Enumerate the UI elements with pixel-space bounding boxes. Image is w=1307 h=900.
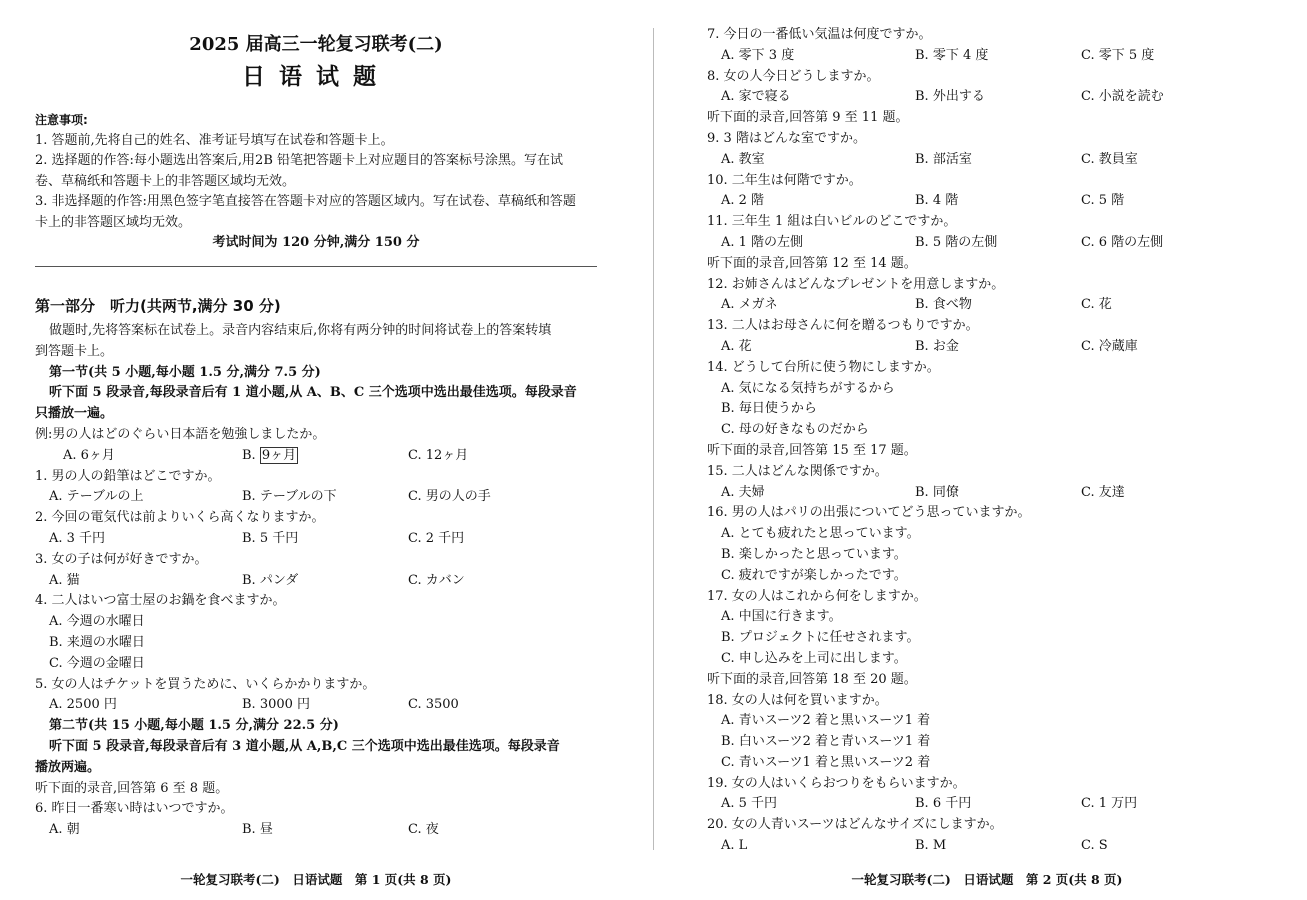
option-a: A. 2500 円 bbox=[49, 697, 117, 713]
part1-title: 第一部分 听力(共两节,满分 30 分) bbox=[35, 297, 281, 315]
part1-intro: 到答题卡上。 bbox=[35, 343, 114, 359]
page-1 bbox=[35, 0, 597, 900]
option-a: A. 花 bbox=[721, 338, 752, 354]
option-b: B. パンダ bbox=[242, 572, 299, 588]
question: 5. 女の人はチケットを買うために、いくらかかりますか。 bbox=[35, 676, 376, 692]
exam-subtitle: 日语试题 bbox=[242, 64, 390, 90]
listen-instruction: 听下面的录音,回答第 18 至 20 题。 bbox=[707, 671, 917, 687]
question: 11. 三年生 1 組は白いビルのどこですか。 bbox=[707, 214, 957, 230]
option-c: C. 疲れですが楽しかったです。 bbox=[721, 567, 907, 583]
question-options bbox=[35, 571, 597, 592]
section1-title: 第一节(共 5 小题,每小题 1.5 分,满分 7.5 分) bbox=[49, 364, 321, 380]
page-2 bbox=[707, 0, 1267, 900]
option-b: B. 同僚 bbox=[915, 484, 959, 500]
option-b: B. 外出する bbox=[915, 89, 985, 105]
option-b: B. 食べ物 bbox=[915, 297, 972, 313]
option-a: A. 猫 bbox=[49, 572, 80, 588]
listen-instruction: 听下面的录音,回答第 12 至 14 题。 bbox=[707, 255, 917, 271]
section2-instruction: 听下面 5 段录音,每段录音后有 3 道小题,从 A,B,C 三个选项中选出最佳选项。每段录音 bbox=[49, 738, 560, 754]
option-a: A. 2 階 bbox=[721, 193, 765, 209]
option-a: A. 5 千円 bbox=[721, 796, 778, 812]
option-c: C. 零下 5 度 bbox=[1081, 47, 1155, 63]
page-footer: 一轮复习联考(二) 日语试题 第 2 页(共 8 页) bbox=[851, 872, 1123, 887]
section1-instruction: 只播放一遍。 bbox=[35, 406, 114, 422]
option-c: C. 小説を読む bbox=[1081, 89, 1164, 105]
option-a: A. 3 千円 bbox=[49, 530, 106, 546]
question: 6. 昨日一番寒い時はいつですか。 bbox=[35, 801, 234, 817]
option-c: C. 青いスーツ1 着と黒いスーツ2 着 bbox=[721, 754, 931, 770]
example-question: 例:男の人はどのぐらい日本語を勉強しましたか。 bbox=[35, 426, 326, 442]
option-c: C. 5 階 bbox=[1081, 193, 1125, 209]
question: 10. 二年生は何階ですか。 bbox=[707, 172, 862, 188]
option-c: C. 申し込みを上司に出します。 bbox=[721, 650, 907, 666]
option-b: B. 毎日使うから bbox=[721, 401, 817, 417]
option-c: C. 3500 bbox=[408, 697, 459, 713]
question-options bbox=[707, 191, 1267, 212]
question: 13. 二人はお母さんに何を贈るつもりですか。 bbox=[707, 318, 979, 334]
option-a: A. 零下 3 度 bbox=[721, 47, 795, 63]
question: 4. 二人はいつ富士屋のお鍋を食べますか。 bbox=[35, 593, 286, 609]
question-options bbox=[707, 150, 1267, 171]
option-b: B. 来週の水曜日 bbox=[49, 634, 145, 650]
option-b: B. 昼 bbox=[242, 822, 273, 838]
example-options bbox=[35, 446, 597, 467]
option-b: B. 6 千円 bbox=[915, 796, 972, 812]
question: 17. 女の人はこれから何をしますか。 bbox=[707, 588, 927, 604]
listen-instruction: 听下面的录音,回答第 6 至 8 题。 bbox=[35, 780, 229, 796]
option-b: B. 部活室 bbox=[915, 151, 972, 167]
option-c: C. 12ヶ月 bbox=[408, 447, 469, 463]
option-b-prefix: B. bbox=[242, 447, 260, 463]
option-a: A. 夫婦 bbox=[721, 484, 765, 500]
option-c: C. 夜 bbox=[408, 822, 439, 838]
question: 1. 男の人の鉛筆はどこですか。 bbox=[35, 468, 221, 484]
option-c: C. 冷蔵庫 bbox=[1081, 338, 1138, 354]
option-c: C. カバン bbox=[408, 572, 465, 588]
option-b: B. 4 階 bbox=[915, 193, 959, 209]
part1-section bbox=[35, 291, 597, 841]
option-a: A. 朝 bbox=[49, 822, 80, 838]
section2-instruction: 播放两遍。 bbox=[35, 759, 101, 775]
question-options bbox=[707, 46, 1267, 67]
question: 16. 男の人はパリの出張についてどう思っていますか。 bbox=[707, 505, 1031, 521]
option-b: B. 5 階の左側 bbox=[915, 234, 998, 250]
option-a: A. とても疲れたと思っています。 bbox=[721, 526, 920, 542]
option-c: C. 母の好きなものだから bbox=[721, 422, 869, 438]
question: 9. 3 階はどんな室ですか。 bbox=[707, 130, 866, 146]
question: 8. 女の人今日どうしますか。 bbox=[707, 68, 880, 84]
question: 15. 二人はどんな関係ですか。 bbox=[707, 463, 888, 479]
option-a: A. 家で寝る bbox=[721, 89, 791, 105]
listen-instruction: 听下面的录音,回答第 15 至 17 题。 bbox=[707, 442, 917, 458]
notes-item: 卷、草稿纸和答题卡上的非答题区域均无效。 bbox=[35, 173, 296, 189]
question: 12. お姉さんはどんなプレゼントを用意しますか。 bbox=[707, 276, 1005, 292]
question: 2. 今回の電気代は前よりいくら高くなりますか。 bbox=[35, 510, 325, 526]
option-a: A. 6ヶ月 bbox=[63, 447, 115, 463]
option-b: B. 白いスーツ2 着と青いスーツ1 着 bbox=[721, 734, 931, 750]
option-c: C. 今週の金曜日 bbox=[49, 655, 145, 671]
question: 3. 女の子は何が好きですか。 bbox=[35, 551, 208, 567]
question: 20. 女の人青いスーツはどんなサイズにしますか。 bbox=[707, 817, 1003, 833]
question-options bbox=[707, 337, 1267, 358]
column-divider bbox=[653, 28, 654, 850]
question: 18. 女の人は何を買いますか。 bbox=[707, 692, 888, 708]
option-a: A. テーブルの上 bbox=[49, 489, 144, 505]
option-a: A. 青いスーツ2 着と黒いスーツ1 着 bbox=[721, 713, 931, 729]
listen-instruction: 听下面的录音,回答第 9 至 11 题。 bbox=[707, 110, 909, 126]
question-options bbox=[707, 295, 1267, 316]
option-a: A. 今週の水曜日 bbox=[49, 614, 145, 630]
page-footer: 一轮复习联考(二) 日语试题 第 1 页(共 8 页) bbox=[180, 872, 452, 887]
option-c: C. 教員室 bbox=[1081, 151, 1138, 167]
example-answer: 9ヶ月 bbox=[261, 447, 297, 463]
option-b: B. 5 千円 bbox=[242, 530, 299, 546]
section1-instruction: 听下面 5 段录音,每段录音后有 1 道小题,从 A、B、C 三个选项中选出最佳选项。每段录音 bbox=[49, 385, 577, 401]
exam-time: 考试时间为 120 分钟,满分 150 分 bbox=[212, 235, 420, 250]
question-options bbox=[707, 87, 1267, 108]
option-b: B. テーブルの下 bbox=[242, 489, 337, 505]
question-options bbox=[35, 695, 597, 716]
option-a: A. 教室 bbox=[721, 151, 765, 167]
option-c: C. 2 千円 bbox=[408, 530, 465, 546]
question-options bbox=[707, 233, 1267, 254]
question: 14. どうして台所に使う物にしますか。 bbox=[707, 359, 940, 375]
question: 7. 今日の一番低い気温は何度ですか。 bbox=[707, 27, 932, 42]
divider-rule bbox=[35, 266, 597, 267]
option-a: A. 中国に行きます。 bbox=[721, 609, 842, 625]
option-c: C. 1 万円 bbox=[1081, 796, 1138, 812]
option-b: B. M bbox=[915, 838, 947, 854]
question-options bbox=[707, 483, 1267, 504]
option-b: B. プロジェクトに任せされます。 bbox=[721, 630, 920, 646]
option-c: C. 男の人の手 bbox=[408, 489, 491, 505]
option-c: C. S bbox=[1081, 838, 1108, 854]
option-b: B. 楽しかったと思っています。 bbox=[721, 546, 907, 562]
part1-intro: 做题时,先将答案标在试卷上。录音内容结束后,你将有两分钟的时间将试卷上的答案转填 bbox=[49, 323, 552, 338]
option-b bbox=[242, 446, 298, 467]
section2-title: 第二节(共 15 小题,每小题 1.5 分,满分 22.5 分) bbox=[49, 718, 339, 734]
notes-item: 1. 答题前,先将自己的姓名、准考证号填写在试卷和答题卡上。 bbox=[35, 132, 394, 148]
option-c: C. 友達 bbox=[1081, 484, 1125, 500]
option-c: C. 6 階の左側 bbox=[1081, 234, 1164, 250]
option-b: B. お金 bbox=[915, 338, 959, 354]
questions-continued bbox=[707, 25, 1267, 857]
question-options bbox=[35, 529, 597, 550]
notes-heading: 注意事项: bbox=[35, 113, 88, 127]
option-a: A. 気になる気持ちがするから bbox=[721, 380, 895, 396]
exam-title: 2025 届高三一轮复习联考(二) bbox=[189, 34, 443, 55]
option-a: A. L bbox=[721, 838, 748, 854]
notes-item: 3. 非选择题的作答:用黑色签字笔直接答在答题卡对应的答题区域内。写在试卷、草稿纸和答题 bbox=[35, 194, 576, 209]
question-options bbox=[35, 820, 597, 841]
notes-item: 2. 选择题的作答:每小题选出答案后,用2B 铅笔把答题卡上对应题目的答案标号涂黑。写在试 bbox=[35, 153, 564, 168]
option-a: A. メガネ bbox=[721, 297, 778, 313]
question-options bbox=[707, 836, 1267, 857]
question-options bbox=[35, 487, 597, 508]
option-c: C. 花 bbox=[1081, 297, 1112, 313]
notes-item: 卡上的非答题区域均无效。 bbox=[35, 214, 192, 230]
option-b: B. 零下 4 度 bbox=[915, 47, 989, 63]
question: 19. 女の人はいくらおつりをもらいますか。 bbox=[707, 775, 966, 791]
notes-block bbox=[35, 110, 597, 254]
option-b: B. 3000 円 bbox=[242, 697, 311, 713]
question-options bbox=[707, 794, 1267, 815]
option-a: A. 1 階の左側 bbox=[721, 234, 804, 250]
